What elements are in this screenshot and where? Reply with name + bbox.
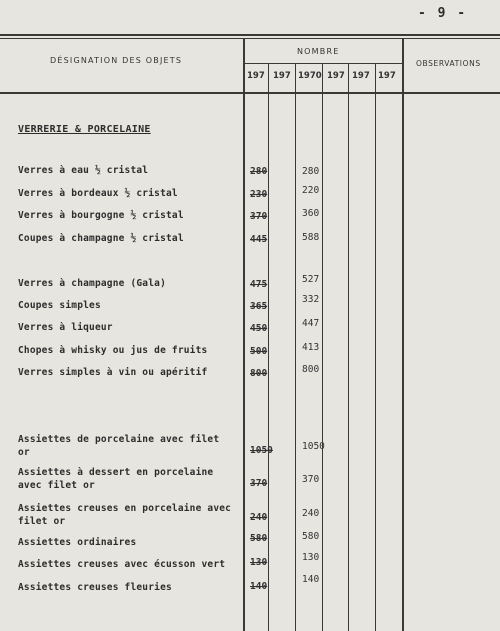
item-label: Verres à liqueur	[18, 322, 113, 333]
item-label: Assiettes creuses en porcelaine avec filet or	[18, 503, 232, 527]
item-new-count: 580	[302, 531, 320, 542]
page-number: - 9 -	[418, 6, 468, 21]
item-old-count: 475	[250, 279, 268, 290]
item-new-count: 140	[302, 574, 320, 585]
year-header: 197	[327, 71, 345, 81]
col-rule-left	[243, 38, 245, 631]
item-label: Assiettes ordinaires	[18, 537, 137, 548]
item-label: Assiettes de porcelaine avec filet or	[18, 434, 220, 458]
item-label: Verres à bordeaux ½ cristal	[18, 188, 178, 199]
col-rule-5	[375, 63, 376, 631]
item-new-count: 413	[302, 342, 320, 353]
year-header: 1970	[298, 71, 322, 81]
item-new-count: 280	[302, 166, 320, 177]
top-rule-2	[0, 38, 500, 39]
item-old-count: 240	[250, 512, 268, 523]
col-rule-4	[348, 63, 349, 631]
item-old-count: 280	[250, 166, 268, 177]
item-label: Coupes simples	[18, 300, 101, 311]
item-label: Assiettes creuses fleuries	[18, 582, 172, 593]
item-new-count: 370	[302, 474, 320, 485]
designation-header: DÉSIGNATION DES OBJETS	[50, 56, 183, 65]
header-bottom-rule	[0, 92, 500, 94]
item-label: Coupes à champagne ½ cristal	[18, 233, 184, 244]
top-rule	[0, 34, 500, 36]
item-new-count: 1050	[302, 441, 325, 452]
item-old-count: 365	[250, 301, 268, 312]
item-old-count: 500	[250, 346, 268, 357]
item-new-count: 588	[302, 232, 320, 243]
item-label: Verres à champagne (Gala)	[18, 278, 166, 289]
item-old-count: 370	[250, 478, 268, 489]
item-old-count: 130	[250, 557, 268, 568]
col-rule-3	[322, 63, 323, 631]
col-rule-2	[295, 63, 296, 631]
year-header: 197	[352, 71, 370, 81]
item-old-count: 800	[250, 368, 268, 379]
col-rule-1	[268, 63, 269, 631]
section-title: VERRERIE & PORCELAINE	[18, 124, 151, 135]
item-label: Verres à eau ½ cristal	[18, 165, 149, 176]
year-header: 197	[273, 71, 291, 81]
item-old-count: 445	[250, 234, 268, 245]
item-old-count: 230	[250, 189, 268, 200]
year-header: 197	[247, 71, 265, 81]
item-new-count: 240	[302, 508, 320, 519]
col-rule-right	[402, 38, 404, 631]
item-label: Verres à bourgogne ½ cristal	[18, 210, 184, 221]
item-label: Verres simples à vin ou apéritif	[18, 367, 208, 378]
item-label: Assiettes creuses avec écusson vert	[18, 559, 226, 570]
year-header: 197	[378, 71, 396, 81]
item-new-count: 220	[302, 185, 320, 196]
nombre-header: NOMBRE	[297, 47, 340, 56]
item-new-count: 130	[302, 552, 320, 563]
item-old-count: 370	[250, 211, 268, 222]
item-old-count: 450	[250, 323, 268, 334]
item-new-count: 527	[302, 274, 320, 285]
observations-header: OBSERVATIONS	[416, 59, 481, 68]
item-new-count: 447	[302, 318, 320, 329]
item-new-count: 332	[302, 294, 320, 305]
item-label: Assiettes à dessert en porcelaine avec filet or	[18, 467, 214, 491]
item-new-count: 800	[302, 364, 320, 375]
item-old-count: 1050	[250, 445, 273, 456]
item-old-count: 140	[250, 581, 268, 592]
item-label: Chopes à whisky ou jus de fruits	[18, 345, 208, 356]
item-old-count: 580	[250, 533, 268, 544]
item-new-count: 360	[302, 208, 320, 219]
